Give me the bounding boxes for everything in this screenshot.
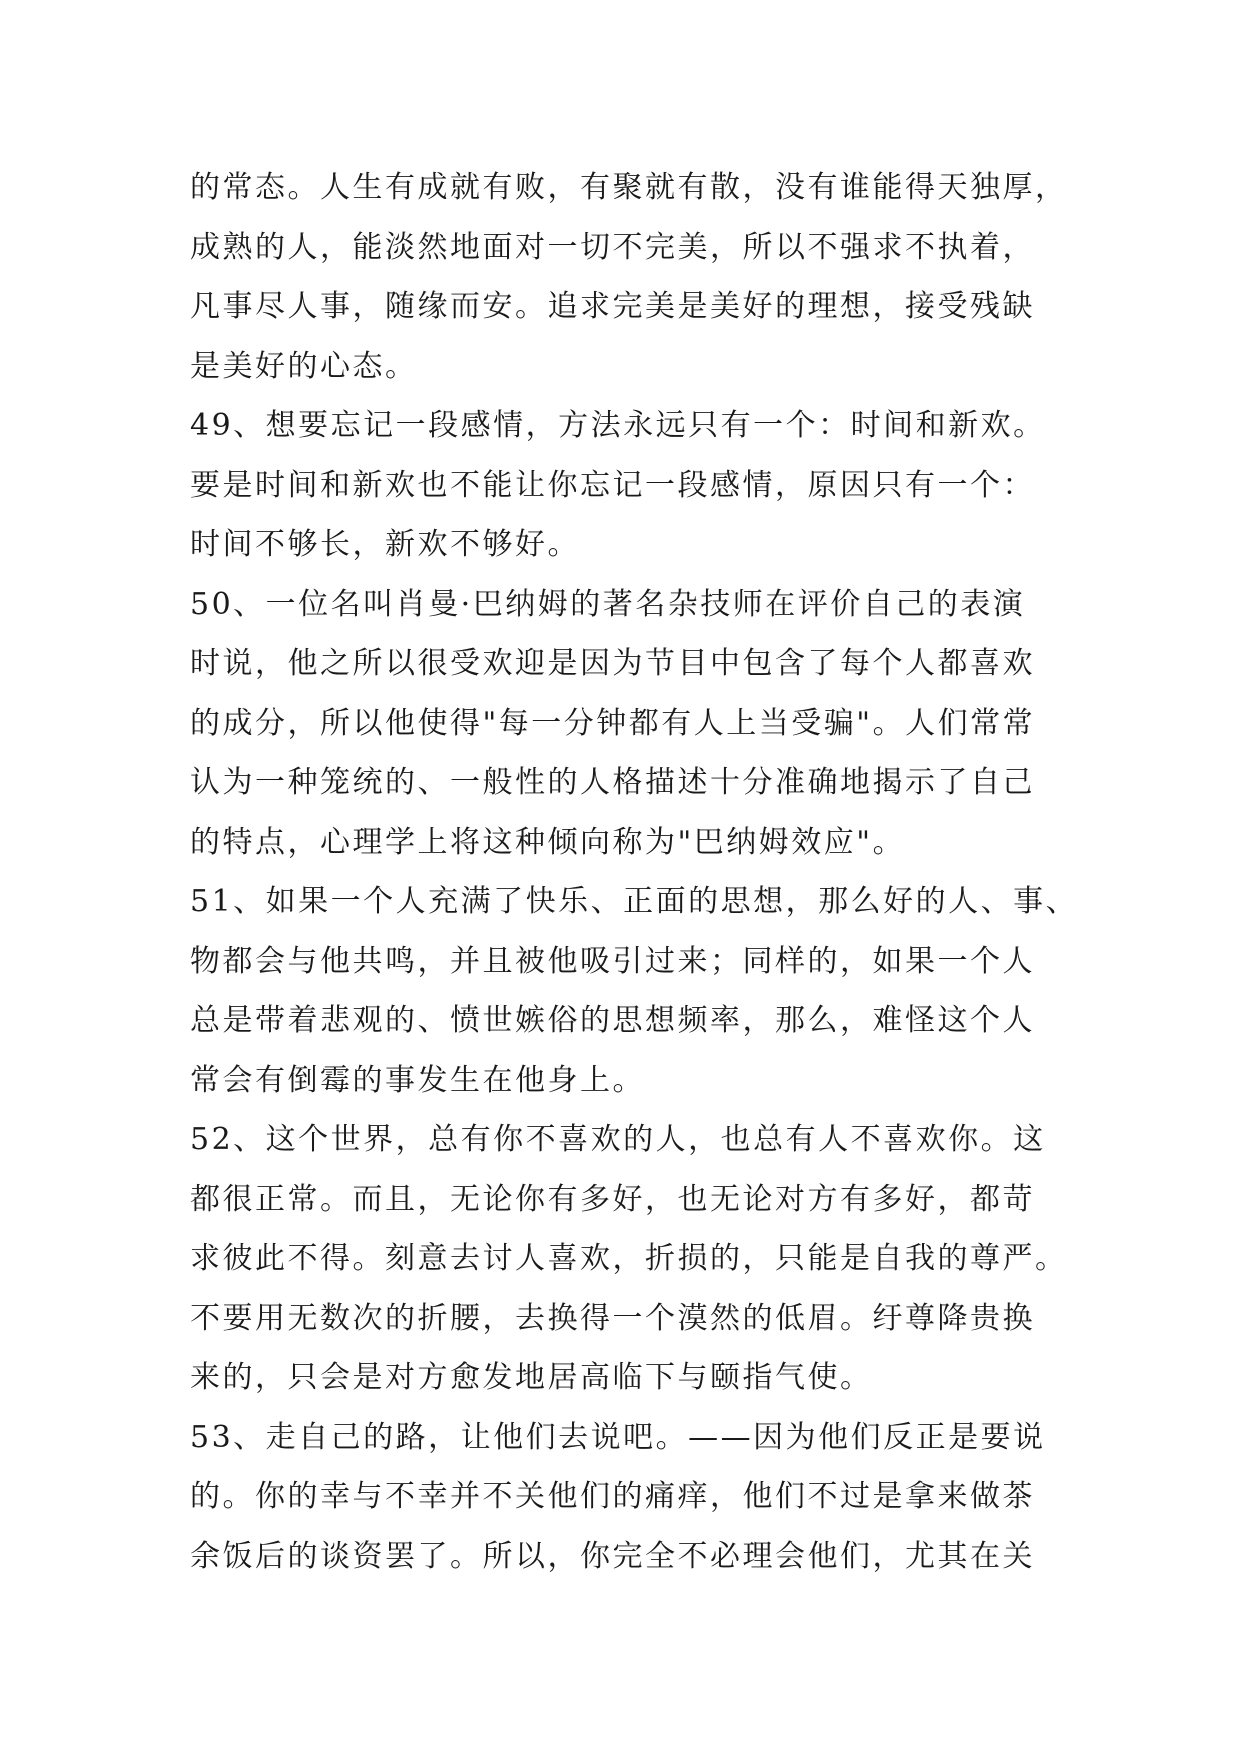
text-line: 成熟的人，能淡然地面对一切不完美，所以不强求不执着， xyxy=(190,229,1035,265)
text-line: 52、这个世界，总有你不喜欢的人，也总有人不喜欢你。这 xyxy=(190,1122,1046,1157)
text-line: 53、走自己的路，让他们去说吧。——因为他们反正是要说 xyxy=(190,1419,1046,1455)
text-line: 的特点，心理学上将这种倾向称为"巴纳姆效应"。 xyxy=(190,824,906,860)
text-line: 51、如果一个人充满了快乐、正面的思想，那么好的人、事、 xyxy=(190,884,1079,919)
text-line: 50、一位名叫肖曼·巴纳姆的著名杂技师在评价自己的表演 xyxy=(190,586,1026,622)
text-line: 认为一种笼统的、一般性的人格描述十分准确地揭示了自己 xyxy=(190,765,1035,800)
text-line: 余饭后的谈资罢了。所以，你完全不必理会他们，尤其在关 xyxy=(190,1538,1035,1574)
text-line: 都很正常。而且，无论你有多好，也无论对方有多好，都苛 xyxy=(190,1181,1035,1217)
text-line: 时说，他之所以很受欢迎是因为节目中包含了每个人都喜欢 xyxy=(190,646,1035,681)
text-line: 凡事尽人事，随缘而安。追求完美是美好的理想，接受残缺 xyxy=(190,289,1035,324)
text-line: 的。你的幸与不幸并不关他们的痛痒，他们不过是拿来做茶 xyxy=(190,1479,1035,1514)
text-line: 的常态。人生有成就有败，有聚就有散，没有谁能得天独厚， xyxy=(190,170,1068,205)
text-line: 来的，只会是对方愈发地居高临下与颐指气使。 xyxy=(190,1360,873,1395)
text-line: 常会有倒霉的事发生在他身上。 xyxy=(190,1062,645,1098)
text-line: 时间不够长，新欢不够好。 xyxy=(190,527,580,562)
body-text xyxy=(190,158,1079,1586)
text-line: 不要用无数次的折腰，去换得一个漠然的低眉。纡尊降贵换 xyxy=(190,1300,1035,1336)
text-line: 是美好的心态。 xyxy=(190,348,418,384)
text-line: 物都会与他共鸣，并且被他吸引过来；同样的，如果一个人 xyxy=(190,943,1035,979)
text-line: 总是带着悲观的、愤世嫉俗的思想频率，那么，难怪这个人 xyxy=(190,1003,1035,1038)
text-line: 的成分，所以他使得"每一分钟都有人上当受骗"。人们常常 xyxy=(190,705,1036,741)
text-line: 要是时间和新欢也不能让你忘记一段感情，原因只有一个： xyxy=(190,467,1035,503)
text-line: 49、想要忘记一段感情，方法永远只有一个：时间和新欢。 xyxy=(190,408,1046,443)
text-line: 求彼此不得。刻意去讨人喜欢，折损的，只能是自我的尊严。 xyxy=(190,1241,1068,1276)
